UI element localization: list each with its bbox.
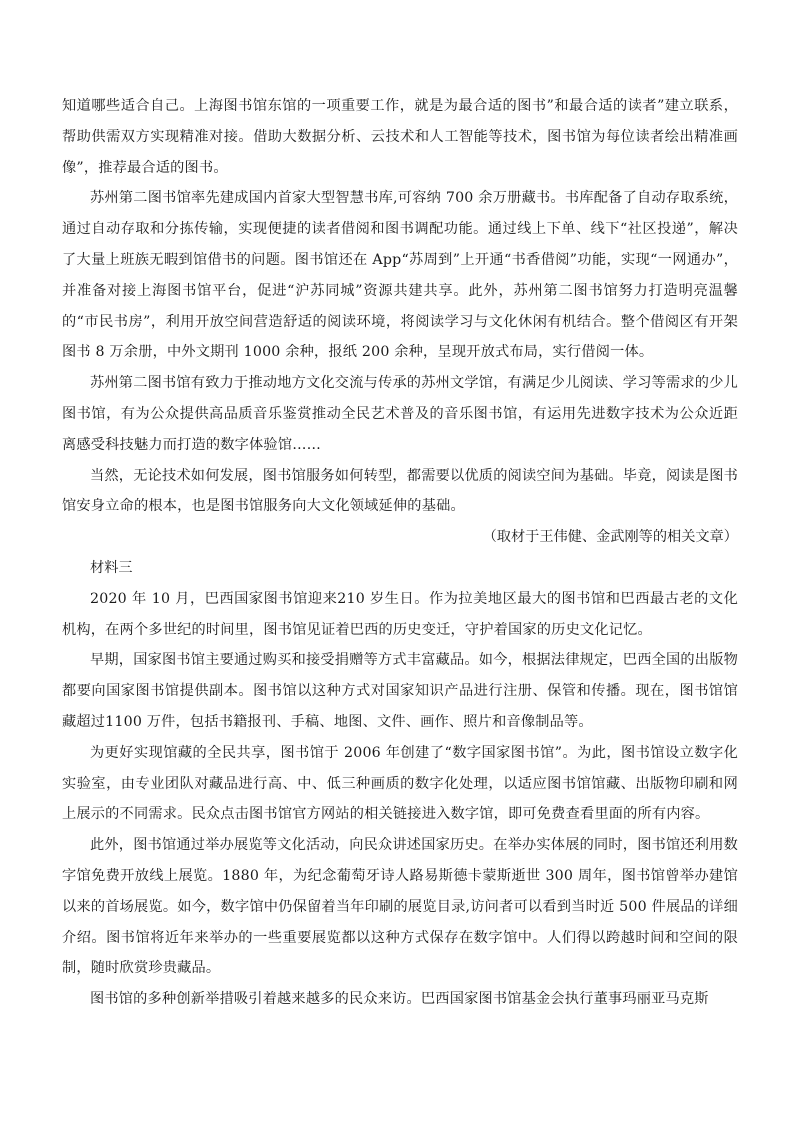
paragraph-8: 此外，图书馆通过举办展览等文化活动，向民众讲述国家历史。在举办实体展的同时，图书馆还利用数字馆免费开放线上展览。1880 年，为纪念葡萄牙诗人路易斯德卡蒙斯逝世 300 周年，图书馆曾举办建馆以来的首场展览。如今，数字馆中仍保留着当年印刷的展览目录,访问者可以看到当时近 500 件展品的详细介绍。图书馆将近年来举办的一些重要展览都以这种方式保存在数字馆中。人们得以跨越时间和空间的限制，随时欣赏珍贵藏品。 xyxy=(62,837,738,977)
section-heading: 材料三 xyxy=(90,559,133,576)
paragraph-9: 图书馆的多种创新举措吸引着越来越多的民众来访。巴西国家图书馆基金会执行董事玛丽亚马克斯 xyxy=(90,991,709,1008)
paragraph-3: 苏州第二图书馆有致力于推动地方文化交流与传承的苏州文学馆，有满足少儿阅读、学习等需求的少儿图书馆，有为公众提供高品质音乐鉴赏推动全民艺术普及的音乐图书馆，有运用先进数字技术为公众近距离感受科技魅力而打造的数字体验馆…… xyxy=(62,375,738,453)
paragraph-6: 早期，国家图书馆主要通过购买和接受捐赠等方式丰富藏品。如今，根据法律规定，巴西全国的出版物都要向国家图书馆提供副本。图书馆以这种方式对国家知识产品进行注册、保管和传播。现在，图书馆馆藏超过1100 万件，包括书籍报刊、手稿、地图、文件、画作、照片和音像制品等。 xyxy=(62,652,738,730)
paragraph-7: 为更好实现馆藏的全民共享，图书馆于 2006 年创建了“数字国家图书馆”。为此，图书馆设立数字化实验室，由专业团队对藏品进行高、中、低三种画质的数字化处理，以适应图书馆馆藏、出版物印刷和网上展示的不同需求。民众点击图书馆官方网站的相关链接进入数字馆，即可免费查看里面的所有内容。 xyxy=(62,744,738,823)
source-citation: （取材于王伟健、金武刚等的相关文章） xyxy=(482,529,738,546)
paragraph-4: 当然，无论技术如何发展，图书馆服务如何转型，都需要以优质的阅读空间为基础。毕竟，阅读是图书馆安身立命的根本，也是图书馆服务向大文化领域延伸的基础。 xyxy=(62,467,738,515)
document-page xyxy=(62,91,738,1015)
paragraph-1: 知道哪些适合自己。上海图书馆东馆的一项重要工作，就是为最合适的图书”和最合适的读者”建立联系，帮助供需双方实现精准对接。借助大数据分析、云技术和人工智能等技术，图书馆为每位读者绘出精准画像”，推荐最合适的图书。 xyxy=(62,98,738,176)
paragraph-5: 2020 年 10 月，巴西国家图书馆迎来210 岁生日。作为拉美地区最大的图书馆和巴西最古老的文化机构，在两个多世纪的时间里，图书馆见证着巴西的历史变迁，守护着国家的历史文化记忆。 xyxy=(62,590,738,638)
paragraph-2: 苏州第二图书馆率先建成国内首家大型智慧书库,可容纳 700 余万册藏书。书库配备了自动存取系统，通过自动存取和分拣传输，实现便捷的读者借阅和图书调配功能。通过线上下单、线下“社区投递”，解决了大量上班族无暇到馆借书的问题。图书馆还在 App“苏周到”上开通“书香借阅”功能，实现“一网通办”，并准备对接上海图书馆平台，促进“沪苏同城”资源共建共享。此外，苏州第二图书馆努力打造明亮温馨的“市民书房”，利用开放空间营造舒适的阅读环境，将阅读学习与文化休闲有机结合。整个借阅区有开架图书 8 万余册，中外文期刊 1000 余种，报纸 200 余种，呈现开放式布局，实行借阅一体。 xyxy=(62,190,738,361)
